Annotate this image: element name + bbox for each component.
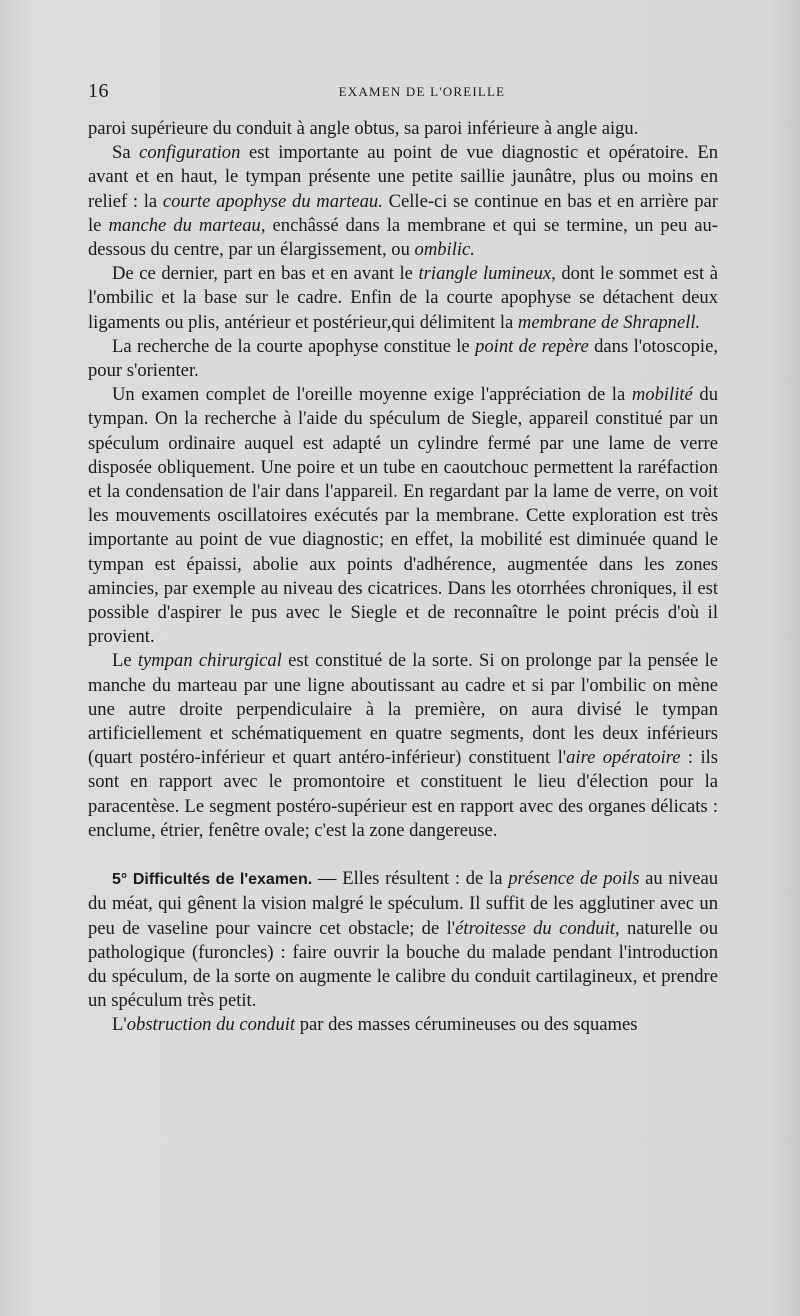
- text-run: dont le sommet est à l'ombilic et la base sur le cadre. Enfin de la courte apophyse se détachent deux ligaments ou plis, antérieur et postérieur,qui délimitent la: [88, 263, 718, 333]
- text-run: naturelle ou pathologique (furoncles) : faire ouvrir la bouche du malade pendant l'introduction du spéculum, de la sorte on augmente le calibre du conduit cartilagineux, et prendre un spéculum très petit.: [88, 917, 718, 1012]
- paragraph-mobilite: [88, 383, 718, 649]
- italic-term: membrane de Shrapnell.: [517, 311, 701, 333]
- text-run: au niveau du méat, qui gênent la vision malgré le spéculum. Il suffit de les agglutiner avec un peu de vaseline pour vaincre cet obstacle; de l': [88, 868, 718, 939]
- italic-term: aire opératoire: [566, 747, 681, 769]
- text-run: Le: [112, 650, 138, 672]
- italic-term: manche du marteau,: [108, 214, 266, 236]
- paragraph-tympan-chirurgical: [88, 649, 718, 843]
- text-run: De ce dernier, part en bas et en avant le: [112, 263, 419, 285]
- paragraph-continuation: [88, 117, 718, 141]
- text-run: La recherche de la courte apophyse constitue le: [112, 335, 476, 357]
- text-run: Celle-ci se continue en bas et en arrière par le: [88, 190, 718, 236]
- italic-term: mobilité: [631, 384, 693, 406]
- body-text: [88, 117, 718, 1038]
- text-run: Un examen complet de l'oreille moyenne exige l'appréciation de la: [112, 384, 632, 406]
- italic-term: courte apophyse du marteau.: [162, 190, 383, 212]
- text-run: du tympan. On la recherche à l'aide du spéculum de Siegle, appareil constitué par un spéculum ordinaire auquel est adapté un cylindre fermé par une lame de verre disposée obliquement. Une poire et un tube en caoutchouc permettent la raréfaction et la condensation de l'air dans l'appareil. En regardant par la lame de verre, on voit les mouvements oscillatoires exécutés par la membrane. Cette exploration est très importante au point de vue diagnostic; en effet, la mobilité est diminuée quand le tympan est épaissi, abolie aux points d'adhérence, augmentée dans les zones amincies, par exemple au niveau des cicatrices. Dans les otorrhées chroniques, il est possible d'aspirer le pus avec le Siegle et de reconnaître le point précis d'où il provient.: [88, 384, 718, 648]
- paragraph-triangle: [88, 262, 718, 335]
- text-run: : ils sont en rapport avec le promontoire et constituent le lieu d'élection pour la paracentèse. Le segment postéro-supérieur est en rapport avec des organes délicats : enclume, étrier, fenêtre ovale; c'est la zone dangereuse.: [88, 747, 719, 841]
- italic-term: ombilic.: [414, 239, 475, 261]
- text-run: L': [112, 1014, 127, 1036]
- paragraph-difficultes: [88, 867, 718, 1013]
- text-run: Sa: [112, 142, 140, 164]
- italic-term: obstruction du conduit: [126, 1014, 296, 1036]
- running-head: [88, 80, 716, 104]
- paragraph-obstruction: [88, 1013, 718, 1037]
- text-run: est importante au point de vue diagnostic et opératoire. En avant et en haut, le tympan présente une petite saillie jaunâtre, plus ou moins en relief : la: [88, 142, 718, 212]
- text-run: dans l'otoscopie, pour s'orienter.: [88, 335, 718, 382]
- paragraph-point-de-repere: [88, 335, 718, 383]
- italic-term: présence de poils: [508, 868, 640, 890]
- italic-term: triangle lumineux,: [418, 263, 556, 285]
- running-title: EXAMEN DE L'OREILLE: [338, 84, 506, 99]
- text-run: paroi supérieure du conduit à angle obtus, sa paroi inférieure à angle aigu.: [88, 118, 639, 139]
- section-heading: 5° Difficultés de l'examen.: [112, 871, 313, 889]
- text-run: enchâssé dans la membrane et qui se termine, un peu au-dessous du centre, par un élargissement, ou: [88, 214, 718, 261]
- paragraph-configuration: [88, 141, 718, 262]
- italic-term: étroitesse du conduit,: [455, 917, 620, 939]
- italic-term: point de repère: [475, 335, 589, 357]
- text-run: — Elles résultent : de la: [312, 868, 509, 890]
- text-run: est constitué de la sorte. Si on prolonge par la pensée le manche du marteau par une ligne aboutissant au cadre et si par l'ombilic on mène une autre droite perpendiculaire à la première, on aura divisé le tympan artificiellement et schématiquement en quatre segments, dont les deux inférieurs (quart postéro-inférieur et quart antéro-inférieur) constituent l': [88, 650, 718, 769]
- italic-term: configuration: [139, 142, 241, 164]
- italic-term: tympan chirurgical: [137, 650, 282, 672]
- text-run: par des masses cérumineuses ou des squames: [295, 1014, 638, 1036]
- page-number: 16: [88, 80, 109, 102]
